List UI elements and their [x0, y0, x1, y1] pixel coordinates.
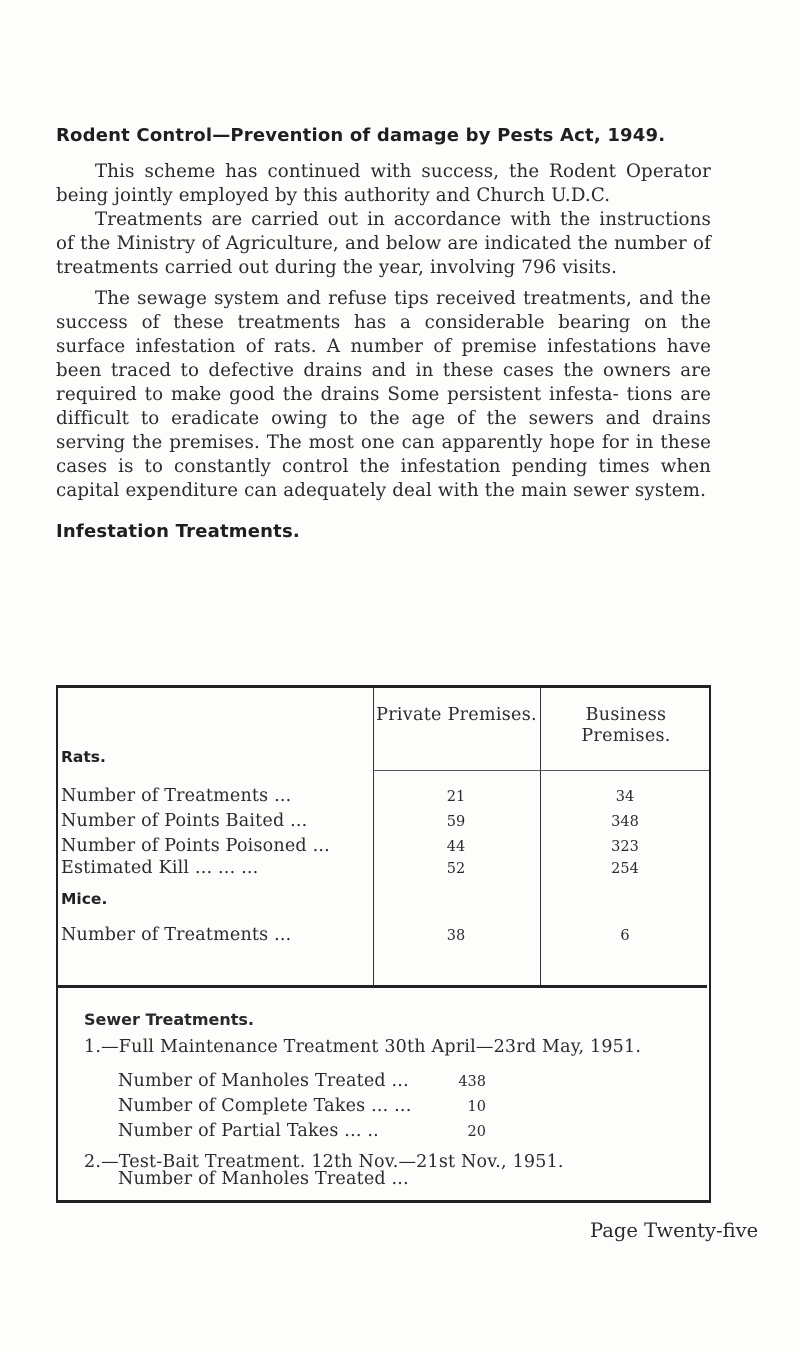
- paragraph-sewage: The sewage system and refuse tips received treatments, and the success of these treatments has a considerable bearing on the surface infestation of rats. A number of premise infestations have been traced to defective drains and in these cases the owners are required to make good the drains Some persistent infesta- tions are difficult to eradicate owing to the age of the sewers and drains serving the premises. The most one can apparently hope for in these cases is to constantly control the infestation pending times when capital expenditure can adequately deal with the main sewer system.: [56, 288, 711, 501]
- cell-private-treatments: 21: [446, 789, 466, 805]
- sewer-1-label-complete: Number of Complete Takes ... ...: [118, 1096, 412, 1116]
- row-label-treatments: Number of Treatments ...: [61, 786, 292, 806]
- cell-business-treatments: 34: [615, 789, 635, 805]
- sewer-1-label-partial: Number of Partial Takes ... ..: [118, 1121, 379, 1141]
- row-label-points-poisoned: Number of Points Poisoned ...: [61, 836, 330, 856]
- cell-business-points-poisoned: 323: [611, 839, 639, 855]
- paragraph-treatments: Treatments are carried out in accordance with the instructions of the Ministry of Agriculture, and below are indicated the number of treatments carried out during the year, involving 796 visits.: [56, 209, 711, 278]
- column-divider: [540, 861, 541, 985]
- paragraph-scheme: This scheme has continued with success, the Rodent Operator being jointly employed by this authority and Church U.D.C.: [56, 161, 711, 206]
- sewer-treatment-2-rows: [56, 1140, 707, 1197]
- mice-label: Mice.: [61, 890, 108, 908]
- cell-business-points-baited: 348: [611, 814, 639, 830]
- sewer-2-label-manholes: Number of Manholes Treated ...: [118, 1169, 409, 1189]
- cell-private-points-poisoned: 44: [446, 839, 466, 855]
- sewer-treatment-2-heading: 2.—Test-Bait Treatment. 12th Nov.—21st Nov., 1951.: [84, 1152, 564, 1172]
- col-private-header: Private Premises.: [376, 705, 537, 725]
- sewer-1-value-manholes: 438: [458, 1074, 486, 1090]
- cell-private-estimated-kill: 52: [446, 861, 466, 877]
- row-label-mice-treatments: Number of Treatments ...: [61, 925, 292, 945]
- sewer-1-value-partial: 20: [467, 1124, 486, 1140]
- infestation-heading: Infestation Treatments.: [56, 521, 300, 542]
- page-body: [56, 125, 711, 542]
- rats-label: Rats.: [61, 748, 106, 766]
- cell-private-mice-treatments: 38: [446, 928, 466, 944]
- infestation-table-lower: [56, 685, 707, 1197]
- col-business-header: Business Premises.: [581, 705, 671, 746]
- page-number: Page Twenty-five: [590, 1219, 759, 1242]
- row-label-estimated-kill: Estimated Kill ... ... ...: [61, 858, 259, 878]
- sewer-treatment-1-heading: 1.—Full Maintenance Treatment 30th April—23rd May, 1951.: [84, 1037, 642, 1057]
- page-heading: Rodent Control—Prevention of damage by Pests Act, 1949.: [56, 125, 666, 146]
- section-divider: [56, 985, 707, 988]
- sewer-heading: Sewer Treatments.: [84, 1010, 254, 1029]
- column-divider: [373, 861, 374, 985]
- cell-business-mice-treatments: 6: [620, 928, 630, 944]
- row-label-points-baited: Number of Points Baited ...: [61, 811, 308, 831]
- sewer-1-value-complete: 10: [467, 1099, 486, 1115]
- cell-business-estimated-kill: 254: [611, 861, 639, 877]
- cell-private-points-baited: 59: [446, 814, 466, 830]
- sewer-1-label-manholes: Number of Manholes Treated ...: [118, 1071, 409, 1091]
